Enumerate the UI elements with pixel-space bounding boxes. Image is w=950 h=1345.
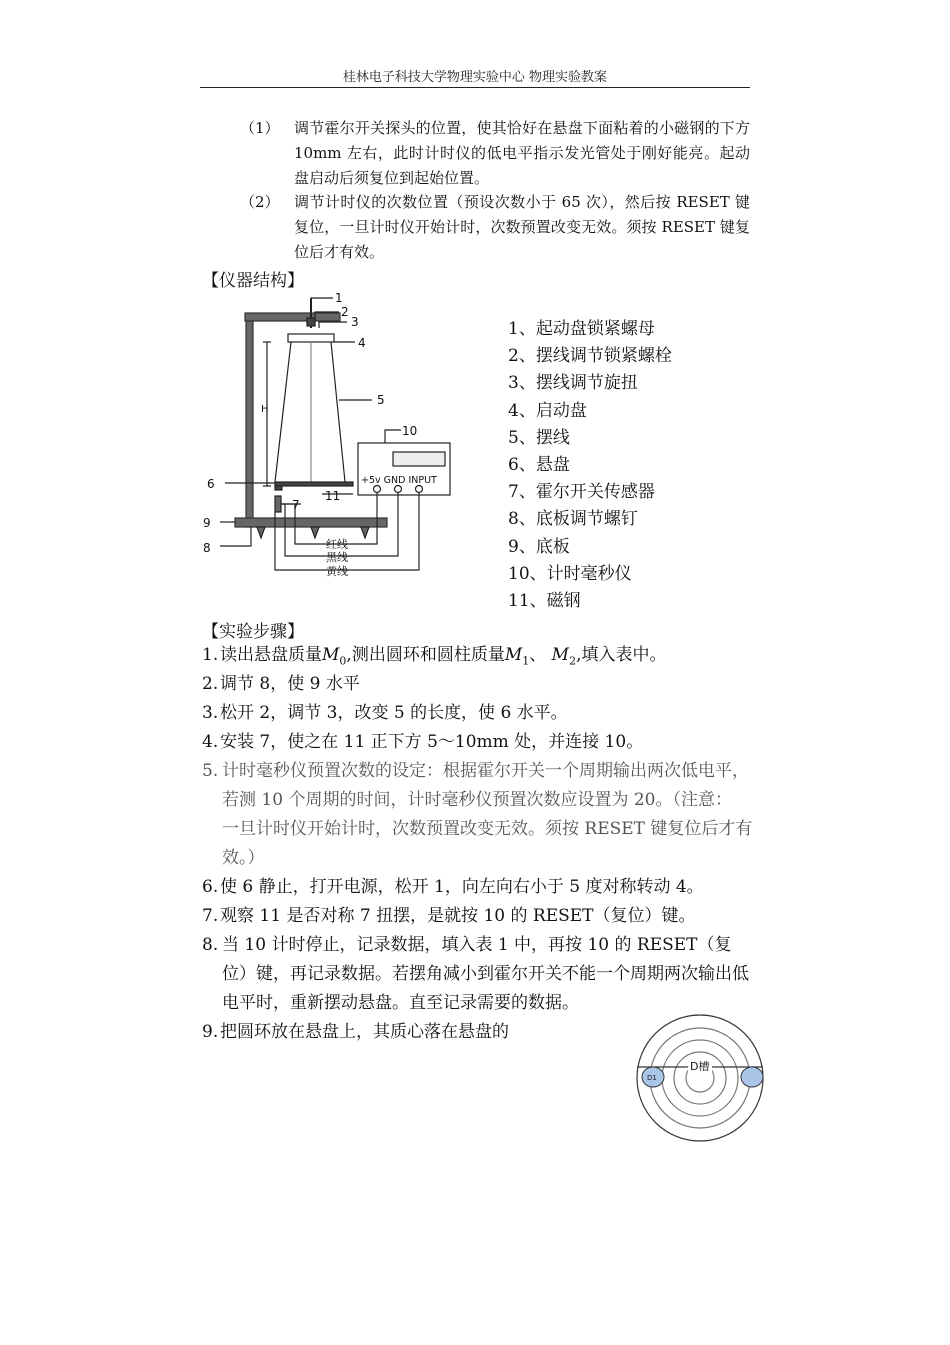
note-2-number: （2） xyxy=(240,193,280,211)
legend-item: 10、计时毫秒仪 xyxy=(508,563,632,584)
label-7: 7 xyxy=(292,498,300,512)
legend-item: 11、磁钢 xyxy=(508,591,581,612)
slot-right xyxy=(741,1067,763,1087)
timer-display xyxy=(393,452,445,466)
legend-item: 6、悬盘 xyxy=(508,455,570,476)
label-6: 6 xyxy=(207,477,215,491)
start-disk xyxy=(288,334,334,342)
header-rule xyxy=(200,87,750,88)
base-plate xyxy=(235,518,387,527)
legend-item: 3、摆线调节旋扭 xyxy=(508,373,638,394)
step-9: 9. 把圆环放在悬盘上，其质心落在悬盘的 xyxy=(202,1022,509,1042)
swing-wire-right xyxy=(331,342,345,482)
disk-label: D槽 xyxy=(690,1060,710,1073)
label-9: 9 xyxy=(203,516,211,530)
locking-nut xyxy=(307,318,315,326)
swing-wire-left xyxy=(275,342,291,482)
terminal-input xyxy=(416,486,423,493)
step-8: 8. 当 10 计时停止，记录数据，填入表 1 中，再按 10 的 RESET（复位）键，再记录数据。若摆角减小到霍尔开关不能一个周期两次输出低电平时，重新摆动悬盘。直至记录需要的数据。 xyxy=(202,935,749,1013)
legend-item: 1、起动盘锁紧螺母 xyxy=(508,319,655,339)
foot-screw-1 xyxy=(311,527,319,538)
magnet xyxy=(275,486,282,490)
step-7: 7. 观察 11 是否对称 7 扭摆，是就按 10 的 RESET（复位）键。 xyxy=(202,906,696,926)
wire-black-label: 黑线 xyxy=(326,551,348,564)
step-3: 3. 松开 2，调节 3，改变 5 的长度，使 6 水平。 xyxy=(202,703,568,723)
step-1: 1. 读出悬盘质量$M_0$,测出圆环和圆柱质量$M_1$、 $M_2$,填入表中。 xyxy=(202,645,667,668)
legend-item: 7、霍尔开关传感器 xyxy=(508,482,655,503)
label-1: 1 xyxy=(335,291,343,305)
section-steps: 【实验步骤】 xyxy=(202,622,304,642)
hanging-disk xyxy=(275,482,353,486)
note-2 xyxy=(240,190,750,265)
step-2: 2. 调节 8，使 9 水平 xyxy=(202,674,360,694)
note-1 xyxy=(240,116,750,191)
top-bar xyxy=(245,313,340,321)
step-6: 6. 使 6 静止，打开电源，松开 1，向左向右小于 5 度对称转动 4。 xyxy=(202,877,704,897)
step-5: 5. 计时毫秒仪预置次数的设定：根据霍尔开关一个周期输出两次低电平，若测 10 个周期的时间，计时毫秒仪预置次数应设置为 20。（注意： 一旦计时仪开始计时，次数预置改变无效。须按 RESET 键复位后才有效。） xyxy=(202,761,753,868)
legend-item: 9、底板 xyxy=(508,536,570,557)
legend-item: 2、摆线调节锁紧螺栓 xyxy=(508,346,672,367)
label-11: 11 xyxy=(325,489,341,503)
note-1-number: （1） xyxy=(240,119,280,137)
label-4: 4 xyxy=(358,336,366,350)
wire-red-label: 红线 xyxy=(326,538,348,551)
disk-diagram xyxy=(630,1012,770,1147)
label-2: 2 xyxy=(341,305,349,319)
step-4: 4. 安装 7，使之在 11 正下方 5～10mm 处，并连接 10。 xyxy=(202,732,644,752)
hall-sensor xyxy=(275,496,281,512)
note-2-text: 调节计时仪的次数位置（预设次数小于 65 次），然后按 RESET 键复位，一旦计时仪开始计时，次数预置改变无效。须按 RESET 键复位后才有效。 xyxy=(294,193,750,261)
terminal-labels: +5v GND INPUT xyxy=(361,475,437,486)
terminal-5v xyxy=(374,486,381,493)
terminal-gnd xyxy=(395,486,402,493)
slot-label: D1 xyxy=(647,1074,657,1082)
legend-item: 8、底板调节螺钉 xyxy=(508,509,638,530)
wire-yellow-label: 黄线 xyxy=(326,565,348,578)
note-1-text: 调节霍尔开关探头的位置，使其恰好在悬盘下面粘着的小磁钢的下方 10mm 左右，此时计时仪的低电平指示发光管处于刚好能亮。起动盘启动后须复位到起始位置。 xyxy=(294,119,750,187)
section-structure: 【仪器结构】 xyxy=(202,271,304,291)
vertical-post xyxy=(246,321,253,527)
timer-box xyxy=(358,443,450,495)
label-5: 5 xyxy=(377,393,385,407)
legend-item: 4、启动盘 xyxy=(508,400,587,421)
legend-item: 5、摆线 xyxy=(508,427,570,448)
label-8: 8 xyxy=(203,541,211,555)
label-3: 3 xyxy=(351,315,359,329)
foot-screw-3 xyxy=(257,527,265,538)
foot-screw-2 xyxy=(361,527,369,538)
page-header: 桂林电子科技大学物理实验中心 物理实验教案 xyxy=(342,70,608,85)
label-10: 10 xyxy=(402,424,418,438)
height-label: H xyxy=(261,404,269,415)
apparatus-diagram xyxy=(195,290,495,590)
component-legend xyxy=(508,316,672,615)
